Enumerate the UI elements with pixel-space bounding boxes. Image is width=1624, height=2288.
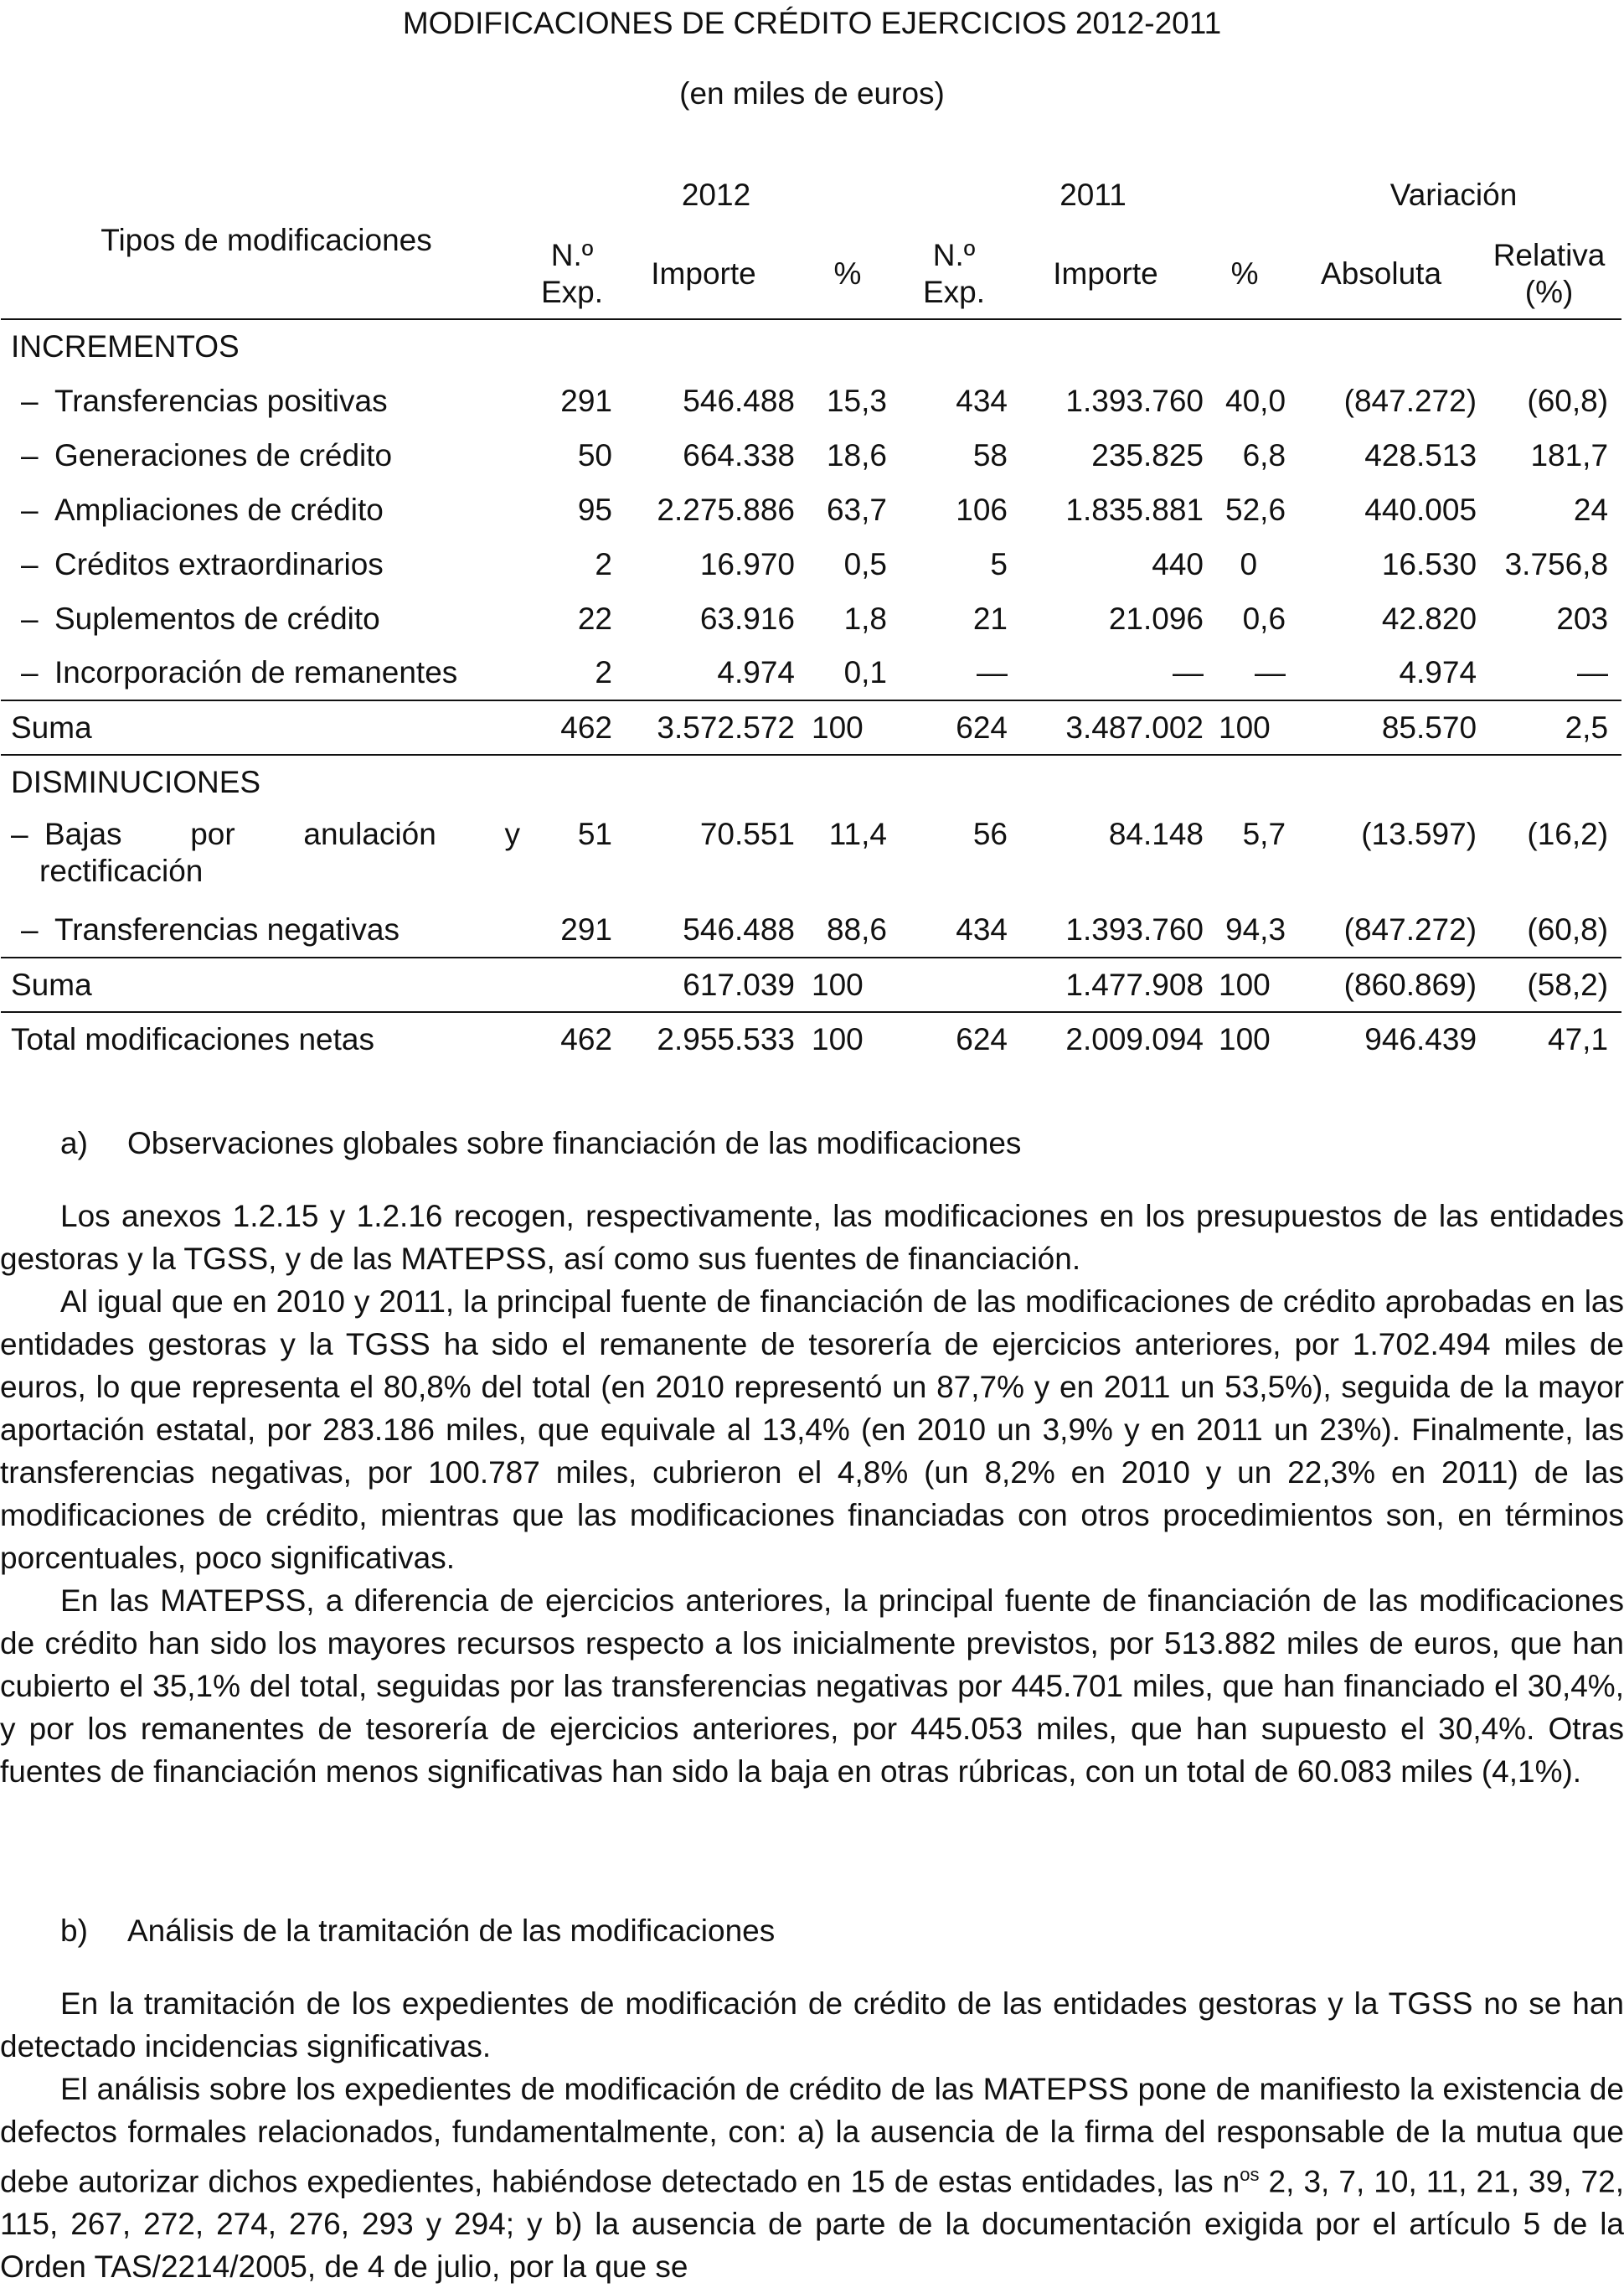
- cell-importe-2012: 63.916: [699, 601, 795, 636]
- paragraph: [0, 2068, 1624, 2288]
- cell-n-2011: 56: [972, 817, 1008, 851]
- row-label: Suma: [1, 700, 532, 755]
- cell-n-2012: [532, 958, 612, 1012]
- cell-relativa: 24: [1573, 492, 1609, 527]
- row-label: Suma: [1, 958, 532, 1012]
- cell-importe-2011: 84.148: [1108, 817, 1204, 851]
- cell-relativa: 203: [1556, 601, 1609, 636]
- cell-pct-2011: 94,3: [1225, 912, 1286, 947]
- cell-n-2012: 462: [532, 1012, 612, 1067]
- cell-relativa: (58,2): [1477, 958, 1621, 1012]
- cell-absoluta: 946.439: [1286, 1012, 1477, 1067]
- cell-n-2012: 22: [577, 601, 612, 636]
- table-row-total: [1, 1012, 1621, 1067]
- section-b: [0, 1909, 1624, 2288]
- header-tipos: Tipos de modificaciones: [101, 222, 432, 257]
- paragraph-text: 2, 3, 7, 10, 11, 21, 39, 72, 115, 267, 272, 274, 276, 293 y 294; y b) la ausencia de parte de la documentación exigida por el artículo 5 de la Orden TAS/2214/2005, de 4 de julio, por la que se: [0, 2164, 1624, 2285]
- dash-mark: –: [21, 601, 39, 636]
- cell-importe-2011: 2.009.094: [1008, 1012, 1204, 1067]
- row-label-word: [11, 816, 122, 853]
- cell-importe-2012: 4.974: [717, 655, 795, 689]
- table-row: [1, 646, 1621, 700]
- dash-mark: –: [11, 817, 28, 851]
- section-letter: a): [60, 1126, 88, 1160]
- header-importe-2012: Importe: [651, 256, 756, 291]
- section-a: [0, 1122, 1624, 1793]
- cell-n-2011: 21: [972, 601, 1008, 636]
- row-label: [1, 483, 532, 537]
- cell-n-2011: 434: [956, 383, 1008, 418]
- cell-absoluta: 42.820: [1381, 601, 1477, 636]
- cell-absoluta: 4.974: [1399, 655, 1477, 689]
- cell-n-2012: 95: [577, 492, 612, 527]
- cell-importe-2011: 3.487.002: [1008, 700, 1204, 755]
- cell-importe-2012: 16.970: [699, 546, 795, 581]
- cell-pct-2011: 40,0: [1225, 383, 1286, 418]
- header-nexp-line1: N.º: [932, 237, 976, 272]
- cell-absoluta: 85.570: [1286, 700, 1477, 755]
- cell-absoluta: 440.005: [1364, 492, 1477, 527]
- row-label-word: y: [504, 817, 520, 851]
- table-row: [1, 591, 1621, 646]
- cell-absoluta: 16.530: [1381, 546, 1477, 581]
- cell-absoluta: (860.869): [1286, 958, 1477, 1012]
- modifications-table: [1, 162, 1621, 1067]
- dash-mark: –: [21, 912, 39, 947]
- cell-pct-2011: 0: [1240, 546, 1258, 581]
- row-label-line2: rectificación: [39, 854, 204, 888]
- row-label-text: Ampliaciones de crédito: [54, 492, 384, 527]
- paragraph-text: El análisis sobre los expedientes de modificación de crédito de las MATEPSS pone de manifiesto la existencia de defectos formales relacionados, fundamentalmente, con: a) la ausencia de la firma del responsable de la mutua que debe autorizar dichos expedientes, habiéndose detectado en 15 de estas entidades, las n: [0, 2072, 1624, 2199]
- header-2011: 2011: [1059, 178, 1126, 212]
- row-label-text: Generaciones de crédito: [54, 437, 393, 473]
- paragraph: Al igual que en 2010 y 2011, la principal fuente de financiación de las modificaciones de crédito aprobadas en las entidades gestoras y la TGSS ha sido el remanente de tesorería de ejercicios anteriores, por 1.702.494 miles de euros, lo que representa el 80,8% del total (en 2010 representó un 87,7% y en 2011 un 53,5%), seguida de la mayor aportación estatal, por 283.186 miles, que equivale al 13,4% (en 2010 un 3,9% y en 2011 un 23%). Finalmente, las transferencias negativas, por 100.787 miles, cubrieron el 4,8% (un 8,2% en 2010 y un 22,3% en 2011) de las modificaciones de crédito, mientras que las modificaciones financiadas con otros procedimientos son, en términos porcentuales, poco significativas.: [0, 1284, 1624, 1575]
- cell-pct-2012: 88,6: [826, 912, 887, 947]
- table-row: [1, 537, 1621, 591]
- cell-pct-2011: 100: [1204, 958, 1286, 1012]
- section-label: INCREMENTOS: [1, 319, 1621, 374]
- header-pct-2012: %: [833, 256, 862, 291]
- cell-n-2012: 2: [595, 546, 612, 581]
- cell-pct-2011: 5,7: [1242, 817, 1286, 851]
- cell-absoluta: (847.272): [1343, 383, 1477, 418]
- cell-importe-2011: 21.096: [1108, 601, 1204, 636]
- cell-n-2011: 58: [972, 437, 1008, 473]
- cell-pct-2012: 100: [795, 1012, 900, 1067]
- dash-mark: –: [21, 383, 39, 418]
- cell-relativa: 47,1: [1477, 1012, 1621, 1067]
- cell-pct-2012: 100: [795, 958, 900, 1012]
- header-2012: 2012: [681, 178, 751, 212]
- row-label-text: Créditos extraordinarios: [54, 546, 384, 581]
- paragraph: En la tramitación de los expedientes de modificación de crédito de las entidades gestoras y la TGSS no se han detectado incidencias significativas.: [0, 1986, 1624, 2063]
- cell-importe-2011: 1.393.760: [1065, 383, 1204, 418]
- dash-mark: –: [21, 546, 39, 581]
- cell-relativa: —: [1577, 655, 1609, 689]
- cell-importe-2012: 2.275.886: [657, 492, 795, 527]
- paragraph: Los anexos 1.2.15 y 1.2.16 recogen, respectivamente, las modificaciones en los presupuestos de las entidades gestoras y la TGSS, y de las MATEPSS, así como sus fuentes de financiación.: [0, 1199, 1624, 1276]
- cell-n-2011: 624: [900, 700, 1008, 755]
- cell-importe-2011: 1.477.908: [1008, 958, 1204, 1012]
- cell-n-2012: 291: [560, 383, 612, 418]
- header-relativa: [1477, 229, 1621, 319]
- cell-pct-2011: 100: [1204, 700, 1286, 755]
- section-row-disminuciones: [1, 755, 1621, 809]
- row-label-word-text: Bajas: [44, 817, 122, 851]
- row-label: [1, 809, 532, 903]
- cell-n-2011: 5: [990, 546, 1008, 581]
- cell-pct-2012: 18,6: [826, 437, 887, 473]
- cell-importe-2012: 70.551: [699, 817, 795, 851]
- cell-absoluta: 428.513: [1364, 437, 1477, 473]
- row-label-line1: [11, 816, 532, 853]
- table-row: [1, 809, 1621, 903]
- cell-importe-2012: 3.572.572: [612, 700, 795, 755]
- paragraph: En las MATEPSS, a diferencia de ejercicios anteriores, la principal fuente de financiación de las modificaciones de crédito han sido los mayores recursos respecto a los inicialmente previstos, por 513.882 miles de euros, que han cubierto el 35,1% del total, seguidas por las transferencias negativas por 445.701 miles, que han financiado el 30,4%, y por los remanentes de tesorería de ejercicios anteriores, por 445.053 miles, que han supuesto el 30,4%. Otras fuentes de financiación menos significativas han sido la baja en otras rúbricas, con un total de 60.083 miles (4,1%).: [0, 1583, 1624, 1789]
- table-row: [1, 903, 1621, 958]
- cell-relativa: (16,2): [1527, 817, 1609, 851]
- page-title: MODIFICACIONES DE CRÉDITO EJERCICIOS 2012-2011: [402, 6, 1222, 40]
- table-row: [1, 374, 1621, 428]
- cell-n-2012: 462: [532, 700, 612, 755]
- section-heading-text: Observaciones globales sobre financiación de las modificaciones: [127, 1126, 1022, 1160]
- header-nexp-2012: [532, 229, 612, 319]
- cell-pct-2011: —: [1255, 655, 1286, 689]
- row-label: [1, 903, 532, 958]
- cell-pct-2012: 0,5: [843, 546, 887, 581]
- row-label: [1, 591, 532, 646]
- cell-relativa: 3.756,8: [1504, 546, 1609, 581]
- row-label-word: por: [190, 817, 235, 851]
- cell-pct-2012: 100: [795, 700, 900, 755]
- row-label: [1, 646, 532, 700]
- cell-absoluta: (847.272): [1343, 912, 1477, 947]
- section-heading-text: Análisis de la tramitación de las modificaciones: [127, 1914, 776, 1948]
- header-row-years: [1, 162, 1621, 229]
- header-nexp-line2: Exp.: [922, 274, 986, 309]
- cell-relativa: 2,5: [1477, 700, 1621, 755]
- cell-pct-2011: 6,8: [1242, 437, 1286, 473]
- row-label: [1, 537, 532, 591]
- row-label-word: anulación: [303, 817, 436, 851]
- table-row: [1, 428, 1621, 483]
- header-relativa-line1: Relativa: [1493, 237, 1606, 272]
- cell-pct-2012: 11,4: [828, 817, 887, 851]
- cell-absoluta: (13.597): [1361, 817, 1477, 851]
- cell-pct-2012: 0,1: [843, 655, 887, 689]
- dash-mark: –: [21, 492, 39, 527]
- superscript: os: [1240, 2164, 1260, 2185]
- section-row-incrementos: [1, 319, 1621, 374]
- cell-importe-2012: 664.338: [683, 437, 795, 473]
- table-row: [1, 483, 1621, 537]
- table-row-suma-disminuciones: [1, 958, 1621, 1012]
- row-label-text: Incorporación de remanentes: [54, 655, 458, 689]
- row-label: [1, 428, 532, 483]
- cell-importe-2011: 1.393.760: [1065, 912, 1204, 947]
- cell-relativa: (60,8): [1527, 912, 1609, 947]
- cell-n-2011: —: [977, 655, 1008, 689]
- cell-pct-2011: 100: [1204, 1012, 1286, 1067]
- row-label: Total modificaciones netas: [1, 1012, 532, 1067]
- cell-n-2011: 624: [900, 1012, 1008, 1067]
- header-importe-2011: Importe: [1053, 256, 1158, 291]
- cell-pct-2012: 1,8: [843, 601, 887, 636]
- cell-importe-2012: 546.488: [683, 912, 795, 947]
- header-absoluta: Absoluta: [1321, 256, 1442, 291]
- header-relativa-line2: (%): [1524, 274, 1574, 309]
- header-nexp-line2: Exp.: [540, 274, 604, 309]
- cell-pct-2011: 52,6: [1225, 492, 1286, 527]
- cell-n-2012: 291: [560, 912, 612, 947]
- section-label: DISMINUCIONES: [1, 755, 1621, 809]
- cell-relativa: 181,7: [1530, 437, 1609, 473]
- row-label-text: Suplementos de crédito: [54, 601, 380, 636]
- dash-mark: –: [21, 437, 39, 473]
- cell-n-2011: 106: [956, 492, 1008, 527]
- cell-importe-2011: 1.835.881: [1065, 492, 1204, 527]
- cell-n-2012: 51: [577, 817, 612, 851]
- cell-pct-2011: 0,6: [1242, 601, 1286, 636]
- section-letter: b): [60, 1914, 88, 1948]
- cell-importe-2012: 2.955.533: [612, 1012, 795, 1067]
- cell-importe-2012: 617.039: [612, 958, 795, 1012]
- section-heading: [0, 1122, 1624, 1165]
- page-subtitle: (en miles de euros): [679, 76, 945, 111]
- row-label: [1, 374, 532, 428]
- cell-importe-2011: 440: [1152, 546, 1204, 581]
- cell-importe-2012: 546.488: [683, 383, 795, 418]
- header-pct-2011: %: [1230, 256, 1259, 291]
- cell-relativa: (60,8): [1527, 383, 1609, 418]
- header-nexp-2011: [900, 229, 1008, 319]
- header-variacion: Variación: [1389, 178, 1518, 212]
- cell-pct-2012: 15,3: [826, 383, 887, 418]
- section-heading: [0, 1909, 1624, 1952]
- header-nexp-line1: N.º: [550, 237, 594, 272]
- cell-n-2012: 2: [595, 655, 612, 689]
- cell-pct-2012: 63,7: [826, 492, 887, 527]
- dash-mark: –: [21, 655, 39, 689]
- cell-importe-2011: 235.825: [1091, 437, 1204, 473]
- row-label-text: Transferencias positivas: [54, 383, 388, 418]
- cell-n-2012: 50: [577, 437, 612, 473]
- cell-importe-2011: —: [1173, 655, 1204, 689]
- table-row-suma-incrementos: [1, 700, 1621, 755]
- row-label-text: Transferencias negativas: [54, 912, 400, 947]
- cell-n-2011: 434: [956, 912, 1008, 947]
- cell-n-2011: [900, 958, 1008, 1012]
